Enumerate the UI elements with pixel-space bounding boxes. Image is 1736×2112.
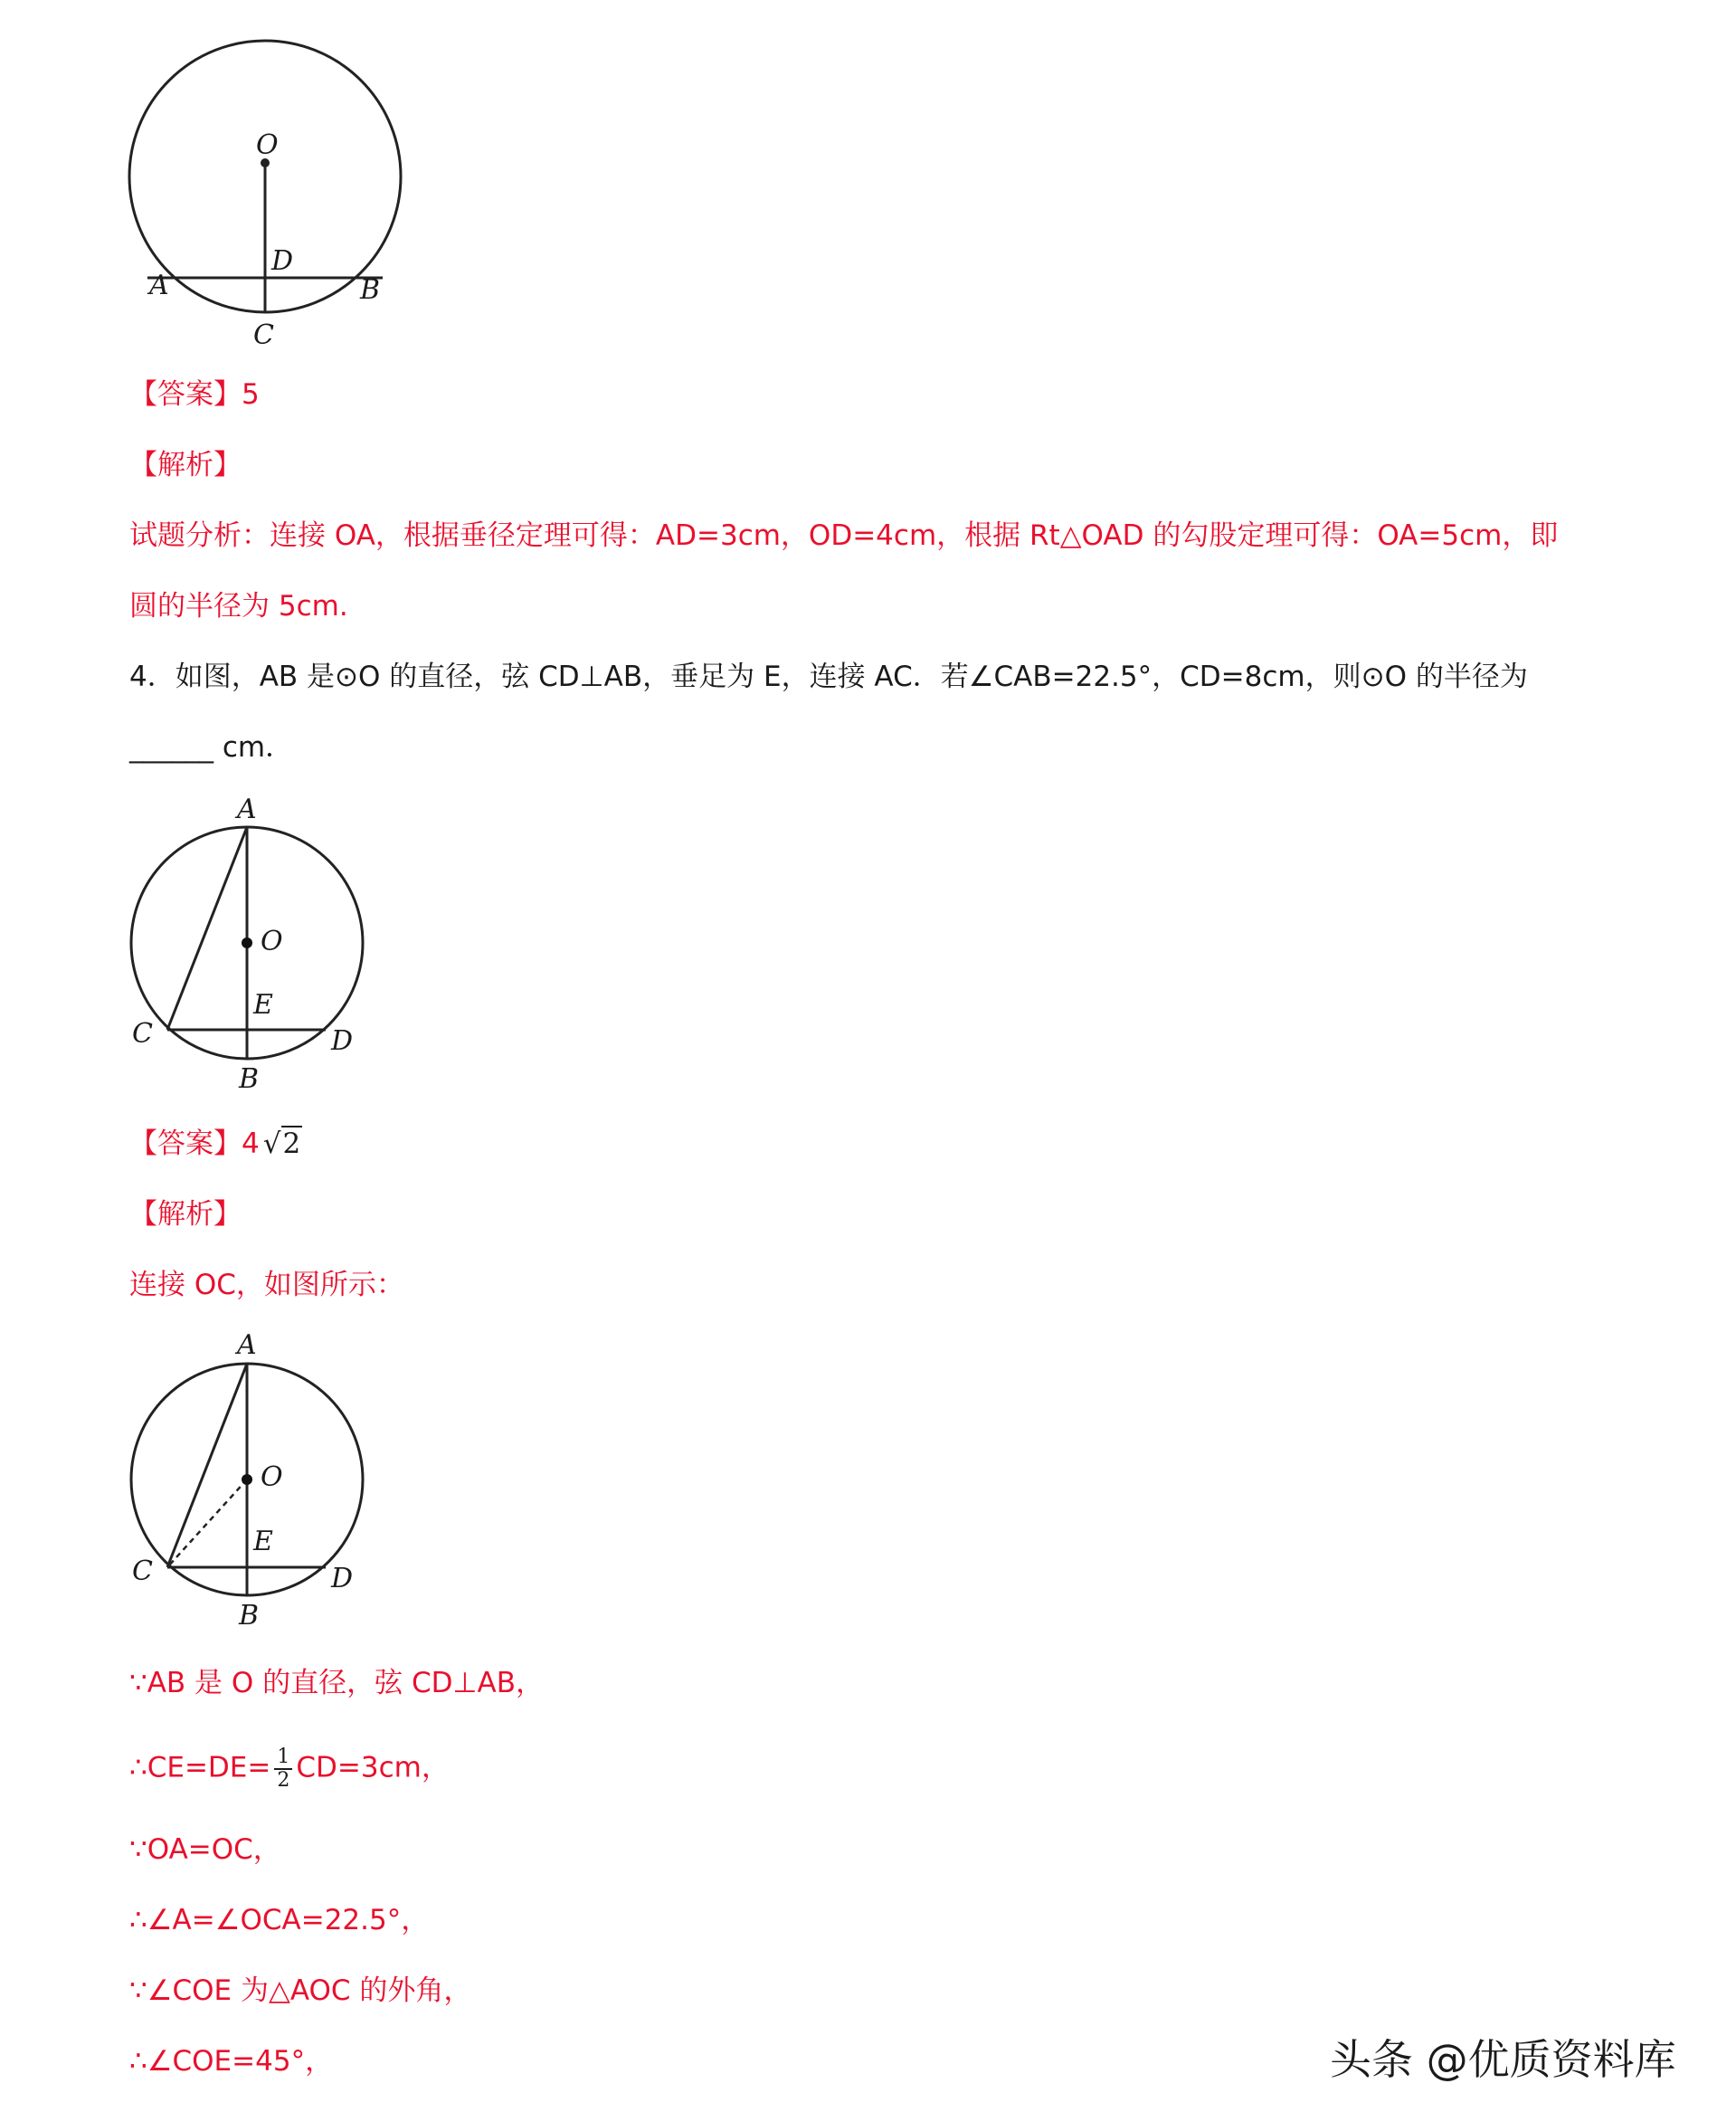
answer-radicand: 2 xyxy=(282,1127,301,1160)
q3-answer xyxy=(129,376,260,413)
label-C: C xyxy=(253,319,274,351)
label-C: C xyxy=(132,1018,153,1050)
label-E: E xyxy=(253,1526,273,1557)
label-O: O xyxy=(261,926,283,957)
q4-step5: ∵∠COE 为△AOC 的外角， xyxy=(129,1974,472,2007)
label-O: O xyxy=(256,129,279,161)
q4-question-line2 xyxy=(129,729,293,766)
q3-analysis-line2: 圆的半径为 5cm. xyxy=(129,590,348,623)
answer-blank: ______ xyxy=(129,731,213,764)
label-O: O xyxy=(261,1461,283,1493)
figure-circle-diameter xyxy=(118,787,371,1099)
label-A: A xyxy=(149,270,169,301)
q4-step3: ∵OA=OC， xyxy=(129,1833,281,1866)
label-A: A xyxy=(237,1329,257,1361)
q4-step1: ∵AB 是 O 的直径，弦 CD⊥AB， xyxy=(129,1667,545,1699)
q4-analysis-label: 【解析】 xyxy=(129,1198,242,1231)
step2-suffix: CD=3cm， xyxy=(296,1751,450,1784)
label-B: B xyxy=(360,274,381,306)
sqrt-symbol: √2 xyxy=(262,1127,301,1160)
q3-analysis-label: 【解析】 xyxy=(129,449,242,481)
q4-question-line1: 4．如图，AB 是⊙O 的直径，弦 CD⊥AB，垂足为 E，连接 AC．若∠CAB=22.5°，CD=8cm，则⊙O 的半径为 xyxy=(129,661,1528,693)
label-B: B xyxy=(239,1063,260,1095)
answer-value: 5 xyxy=(242,378,260,411)
label-B: B xyxy=(239,1600,260,1632)
answer-coef: 4 xyxy=(242,1127,260,1160)
q4-answer xyxy=(129,1126,302,1162)
q3-analysis-line1: 试题分析：连接 OA，根据垂径定理可得：AD=3cm，OD=4cm，根据 Rt△OAD 的勾股定理可得：OA=5cm，即 xyxy=(129,519,1559,552)
fraction-denominator: 2 xyxy=(277,1769,290,1792)
answer-label: 【答案】 xyxy=(129,378,242,411)
label-E: E xyxy=(253,989,273,1021)
fraction-numerator: 1 xyxy=(274,1746,292,1770)
q4-step2 xyxy=(129,1746,450,1792)
fraction xyxy=(274,1746,292,1792)
figure-circle-diameter-oc xyxy=(118,1321,371,1633)
step2-prefix: ∴CE=DE= xyxy=(129,1751,271,1784)
figure-circle-chord xyxy=(118,36,425,353)
label-C: C xyxy=(132,1555,153,1587)
question-unit: cm． xyxy=(213,731,294,764)
q4-step4: ∴∠A=∠OCA=22.5°， xyxy=(129,1904,430,1936)
q4-analysis-intro: 连接 OC，如图所示： xyxy=(129,1269,404,1301)
q4-step6: ∴∠COE=45°， xyxy=(129,2045,334,2078)
answer-label: 【答案】 xyxy=(129,1127,242,1160)
label-D: D xyxy=(271,245,294,277)
label-A: A xyxy=(237,794,257,825)
label-D: D xyxy=(331,1563,354,1594)
label-D: D xyxy=(331,1025,354,1057)
watermark: 头条 @优质资料库 xyxy=(1330,2035,1676,2084)
